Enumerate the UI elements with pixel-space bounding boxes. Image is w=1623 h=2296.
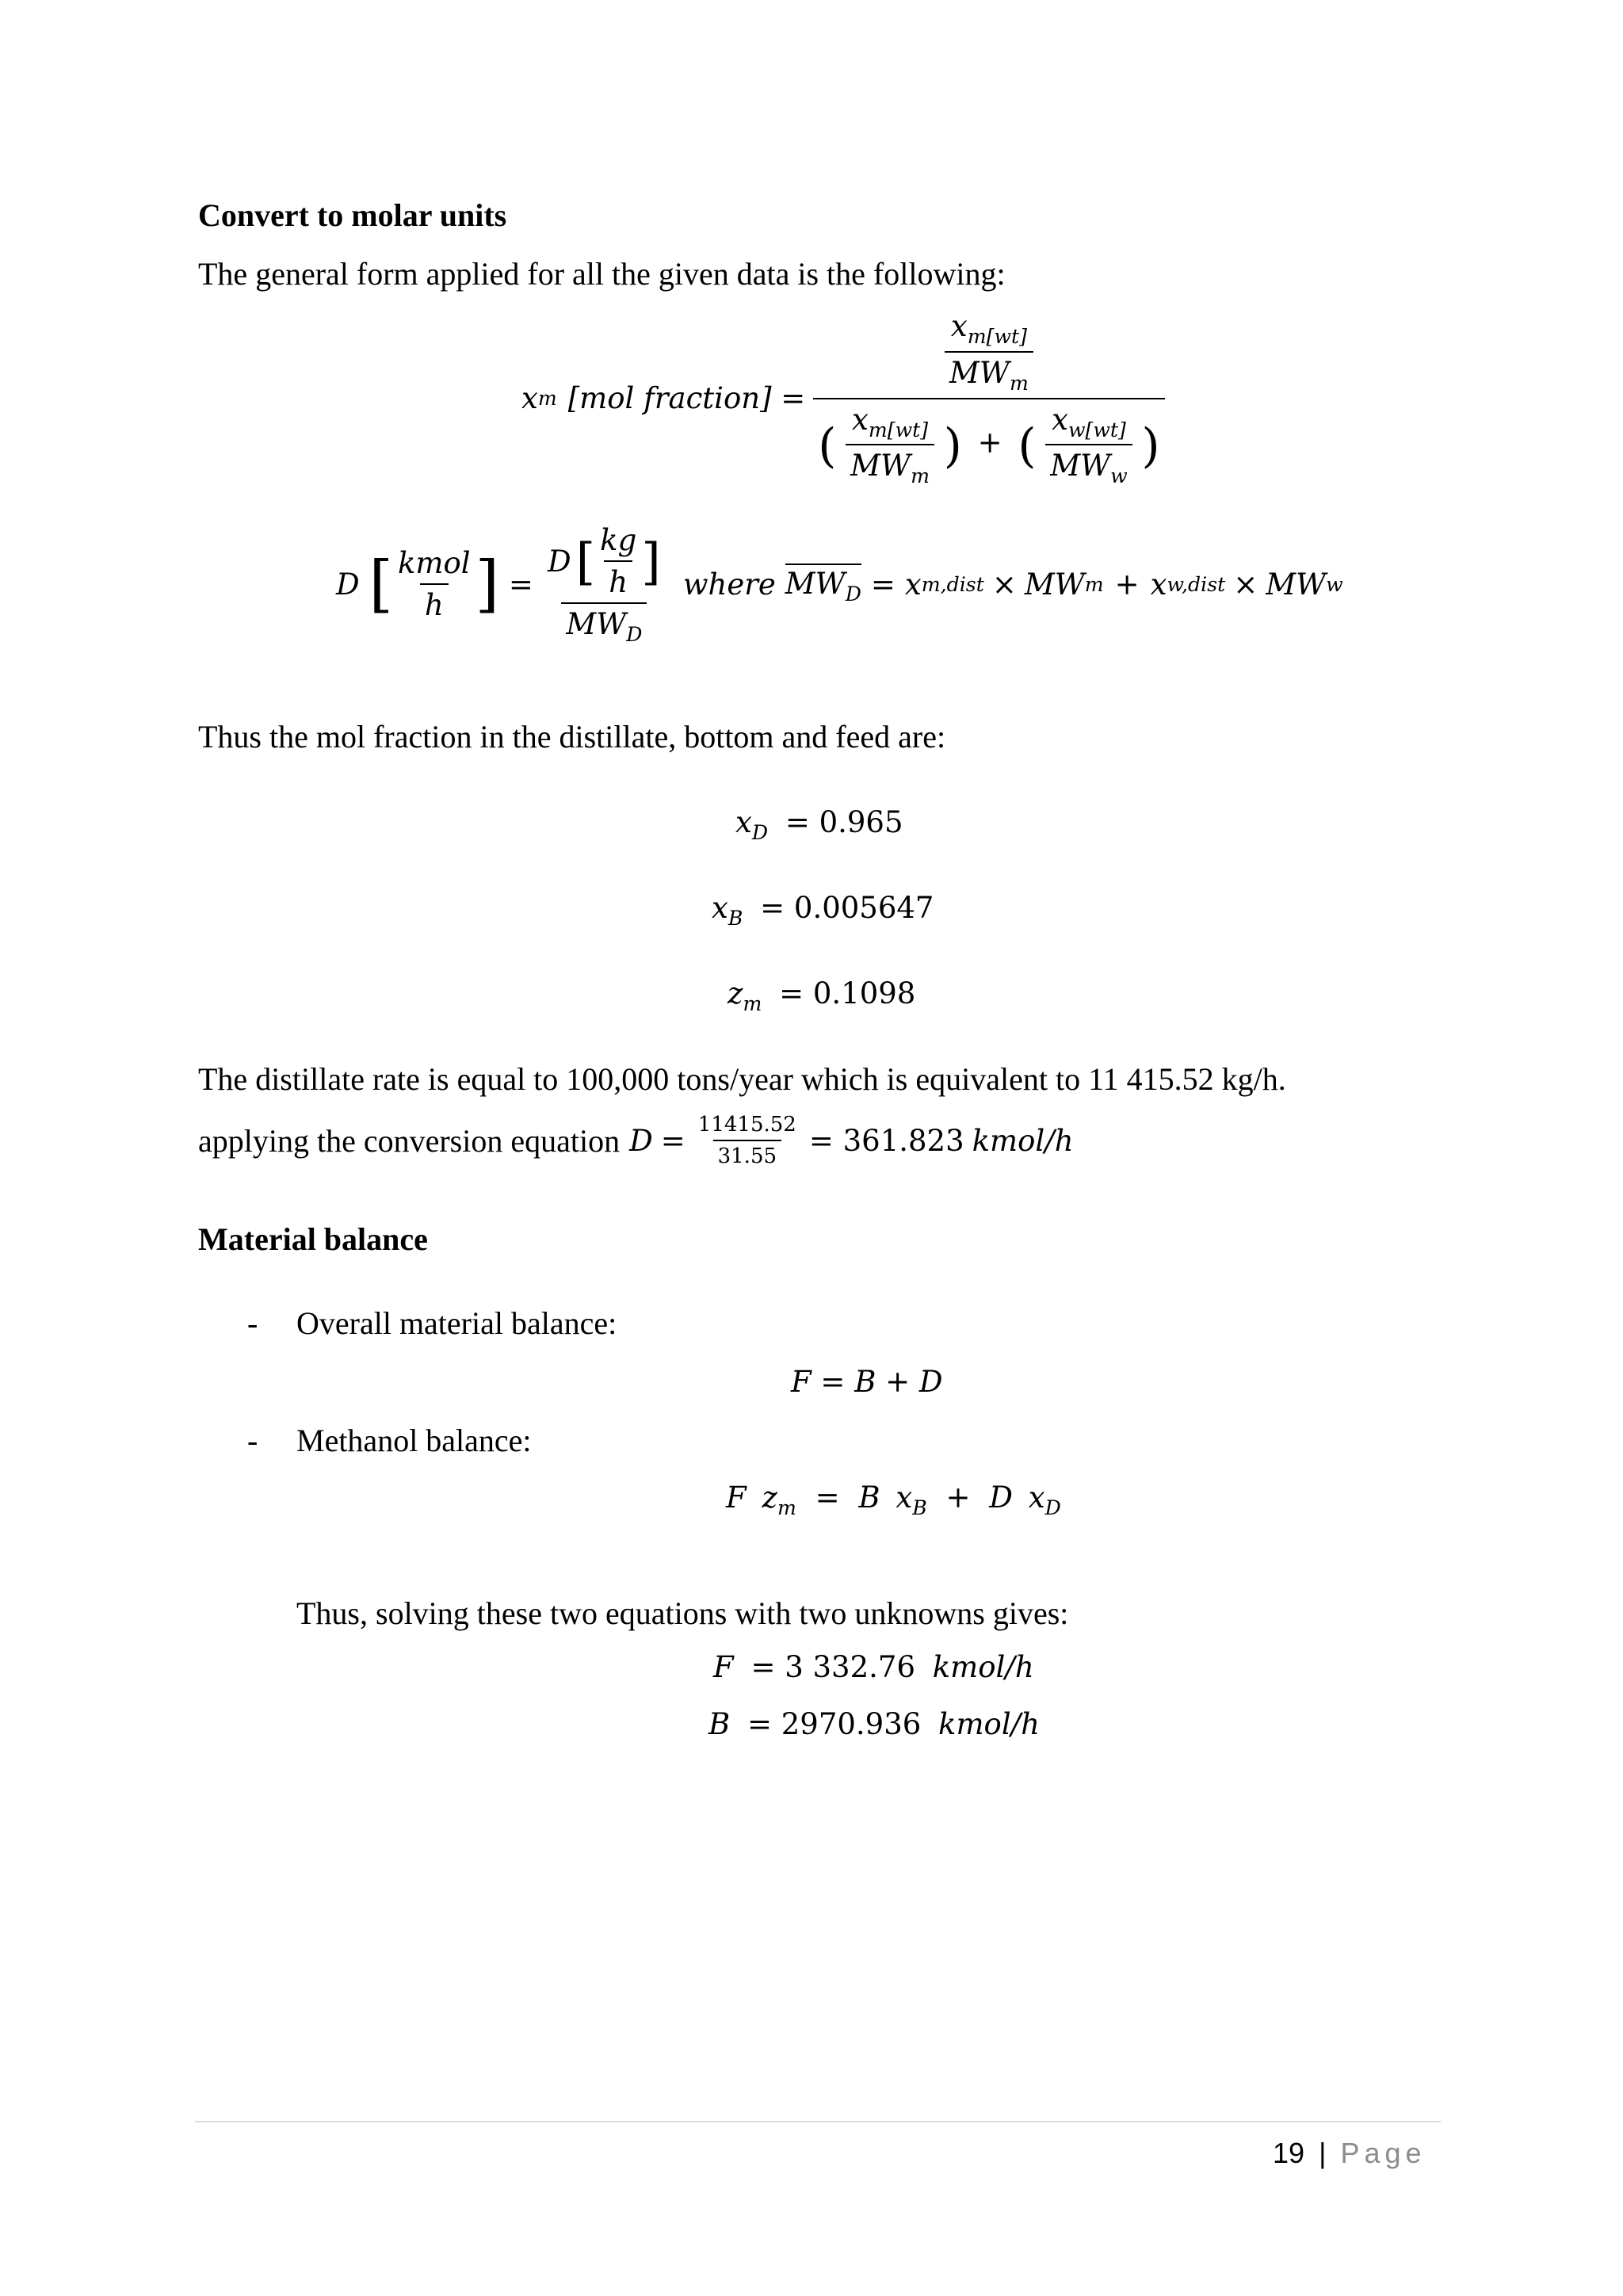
eq-d-mass-fraction — [543, 523, 666, 646]
eq-d-mass-rbracket: ] — [641, 532, 661, 590]
zm-value: = 0.1098 — [779, 976, 916, 1010]
eq-rhs-equals: = — [870, 567, 896, 602]
eq-times2: × — [1233, 567, 1258, 602]
mb-xd-sub: D — [1044, 1496, 1061, 1519]
bullet-methanol-balance: Methanol balance: — [296, 1423, 532, 1458]
xd-value: = 0.965 — [785, 805, 903, 839]
equation-methanol-balance — [726, 1480, 1061, 1519]
mb-z-sub: m — [777, 1496, 796, 1519]
mb-equals: = — [815, 1480, 840, 1515]
eq-lparen-b: ( — [1018, 417, 1037, 472]
eq-num-mw: MW — [949, 355, 1010, 390]
eq-den-a-x: x — [852, 402, 869, 437]
eq-num-x: x — [950, 309, 968, 343]
xb-var: x — [712, 891, 728, 925]
eq-den-b-mw-sub: w — [1110, 464, 1128, 488]
eq-lhs-var: x — [521, 381, 538, 416]
mb-f: F — [726, 1480, 747, 1515]
eq-d-kg-h — [595, 523, 641, 599]
eq-mwd-bar-sub: D — [845, 582, 861, 606]
conversion-line — [198, 1113, 1074, 1168]
eq-d-var: D — [336, 567, 360, 602]
eq-main-numerator — [940, 309, 1038, 398]
eq-d-equals: = — [508, 567, 533, 602]
eq-mw-m-sub: m — [1084, 572, 1104, 596]
page-label: Page — [1340, 2137, 1426, 2169]
bullet-dash-overall: - — [247, 1305, 258, 1341]
page-footer — [1273, 2137, 1426, 2170]
conversion-numerator: 11415.52 — [697, 1113, 796, 1137]
eq-den-a-fraction — [846, 403, 934, 488]
distillate-rate-paragraph: The distillate rate is equal to 100,000 tons/year which is equivalent to 11 415.52 kg/h. — [198, 1061, 1286, 1097]
equation-mol-fraction — [521, 309, 1165, 487]
eq-d-kmol: kmol — [397, 546, 471, 581]
eq-lhs-sub: m — [537, 387, 557, 411]
eq-main-fraction — [813, 309, 1164, 487]
equation-distillate-conversion — [336, 523, 1343, 646]
zm-sub: m — [743, 991, 762, 1015]
intro-paragraph: The general form applied for all the given data is the following: — [198, 256, 1006, 292]
eq-num-mw-sub: m — [1009, 371, 1029, 395]
equation-b-result — [708, 1707, 1040, 1741]
eq-den-b-sub: w[wt] — [1067, 418, 1126, 441]
eq-plus: + — [977, 425, 1002, 460]
xb-value: = 0.005647 — [760, 891, 934, 925]
eq-den-a-sub: m[wt] — [868, 418, 929, 441]
eq-den-a-mw-sub: m — [911, 464, 930, 488]
equation-xd — [735, 805, 903, 844]
footer-divider — [195, 2121, 1441, 2122]
eq-num-sub: m[wt] — [967, 324, 1027, 348]
eq-d-kg: kg — [600, 523, 637, 557]
f-result-var: F — [713, 1650, 734, 1684]
conversion-result: = 361.823 — [808, 1123, 964, 1158]
page-number: 19 — [1273, 2137, 1305, 2169]
f-result-unit: kmol/h — [932, 1650, 1034, 1684]
eq-d-unit-fraction — [393, 546, 475, 622]
section-heading-material-balance: Material balance — [198, 1221, 428, 1257]
bullet-overall-balance: Overall material balance: — [296, 1305, 617, 1341]
equation-f-result — [713, 1650, 1034, 1684]
conversion-d-var: D — [629, 1123, 653, 1158]
xb-sub: B — [727, 906, 743, 930]
eq-d-rbracket: ] — [475, 548, 499, 621]
b-result-unit: kmol/h — [938, 1707, 1040, 1741]
eq-d-kg-h-den: h — [604, 560, 632, 599]
mb-xb: x — [896, 1480, 913, 1515]
eq-den-b-x: x — [1052, 402, 1068, 437]
eq-main-denominator — [813, 398, 1164, 488]
eq-mw-w-sub: w — [1326, 572, 1343, 596]
eq-num-fraction — [945, 309, 1033, 395]
xd-var: x — [735, 805, 752, 839]
mb-xb-sub: B — [912, 1496, 927, 1519]
xd-sub: D — [751, 820, 769, 844]
eq-den-b-mw: MW — [1050, 449, 1111, 483]
conversion-denominator: 31.55 — [713, 1140, 781, 1168]
eq-x1: x — [904, 567, 922, 602]
fractions-intro-paragraph: Thus the mol fraction in the distillate, bottom and feed are: — [198, 719, 946, 755]
eq-lparen-a: ( — [818, 417, 837, 472]
bullet-dash-methanol: - — [247, 1423, 258, 1458]
conversion-unit: kmol/h — [972, 1123, 1074, 1158]
mb-d: D — [989, 1480, 1013, 1515]
eq-plus2: + — [1114, 567, 1140, 602]
mb-b: B — [858, 1480, 880, 1515]
mb-z: z — [762, 1480, 777, 1515]
eq-rparen-b: ) — [1141, 417, 1160, 472]
eq-rparen-a: ) — [943, 417, 962, 472]
equation-zm — [727, 976, 915, 1015]
b-result-var: B — [708, 1707, 731, 1741]
eq-den-a-mw: MW — [850, 449, 911, 483]
f-result-value: = 3 332.76 — [750, 1650, 915, 1684]
eq-lhs-bracket: [mol fraction] = — [567, 381, 806, 416]
solve-paragraph: Thus, solving these two equations with two unknowns gives: — [296, 1595, 1069, 1631]
b-result-value: = 2970.936 — [747, 1707, 922, 1741]
mb-xd: x — [1028, 1480, 1045, 1515]
eq-d-mw: MW — [566, 607, 627, 641]
eq-d-lbracket: [ — [369, 548, 393, 621]
eq-d-mass-var: D — [547, 544, 571, 579]
mb-plus: + — [945, 1480, 971, 1515]
equation-xb — [712, 891, 934, 930]
eq-mwd-bar: MW — [785, 567, 846, 601]
eq-where-label: where — [682, 567, 776, 602]
eq-mw-w: MW — [1266, 567, 1327, 602]
eq-x2-sub: w,dist — [1167, 572, 1226, 596]
conversion-fraction — [693, 1113, 801, 1168]
eq-mw-m: MW — [1024, 567, 1085, 602]
equation-overall-balance: F = B + D — [791, 1365, 943, 1399]
eq-times1: × — [991, 567, 1017, 602]
eq-d-mass-lbracket: [ — [575, 532, 596, 590]
conversion-text: applying the conversion equation — [198, 1122, 621, 1159]
page-separator: | — [1319, 2137, 1327, 2169]
eq-d-h: h — [420, 583, 449, 622]
eq-den-b-fraction — [1045, 403, 1132, 488]
section-heading-molar-units: Convert to molar units — [198, 197, 507, 233]
zm-var: z — [727, 976, 743, 1010]
eq-d-mw-sub: D — [626, 622, 643, 646]
conversion-equals: = — [660, 1123, 685, 1158]
eq-x2: x — [1150, 567, 1167, 602]
eq-x1-sub: m,dist — [921, 572, 984, 596]
